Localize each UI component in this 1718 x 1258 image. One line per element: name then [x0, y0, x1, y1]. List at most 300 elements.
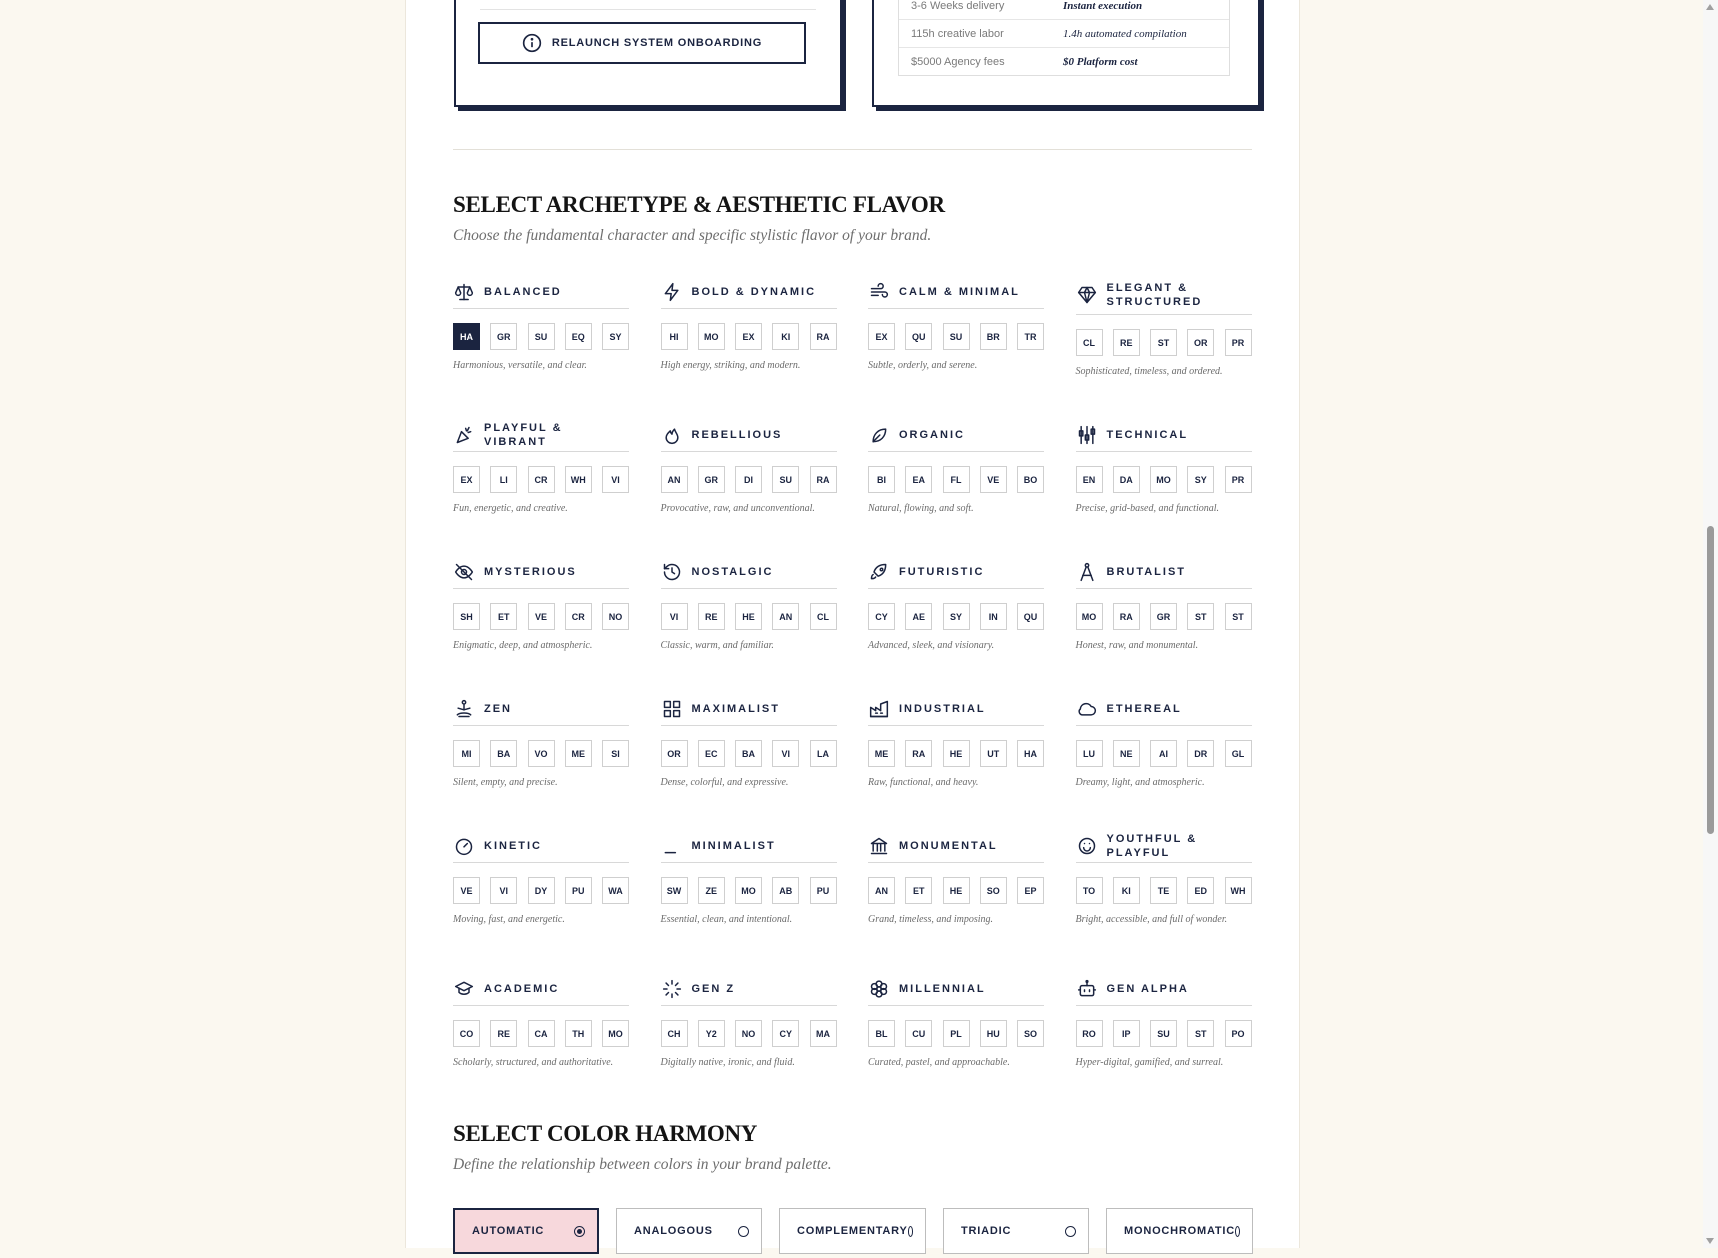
flavor-chip[interactable]: NE	[1113, 740, 1140, 767]
archetype-zen	[453, 692, 629, 788]
flavor-chip[interactable]: MO	[735, 877, 762, 904]
flavor-chip[interactable]: WH	[565, 466, 592, 493]
meditation-icon	[453, 698, 475, 720]
flavor-chip[interactable]: LA	[810, 740, 837, 767]
archetype-description: Curated, pastel, and approachable.	[868, 1057, 1010, 1068]
archetype-description: Moving, fast, and energetic.	[453, 914, 565, 925]
flavor-chip[interactable]: KI	[772, 323, 799, 350]
archetype-header	[453, 829, 629, 863]
relaunch-onboarding-button[interactable]	[478, 22, 806, 64]
radio-icon[interactable]	[908, 1226, 913, 1237]
flavor-chip[interactable]: CY	[868, 603, 895, 630]
flavor-chip[interactable]: TO	[1076, 877, 1103, 904]
archetype-name: BALANCED	[484, 285, 562, 298]
flavor-chip[interactable]: UT	[980, 740, 1007, 767]
flavor-chip[interactable]: VI	[772, 740, 799, 767]
flavor-chip-row	[661, 603, 837, 630]
radio-icon[interactable]	[1235, 1226, 1240, 1237]
flavor-chip[interactable]: ST	[1150, 329, 1177, 356]
relaunch-label: RELAUNCH SYSTEM ONBOARDING	[551, 37, 763, 49]
flavor-chip[interactable]: RE	[698, 603, 725, 630]
flavor-chip-row	[868, 603, 1044, 630]
flavor-chip[interactable]: ST	[1187, 603, 1214, 630]
info-icon	[522, 33, 542, 53]
flavor-chip[interactable]: DA	[1113, 466, 1140, 493]
archetype-header	[1076, 418, 1252, 452]
rocket-icon	[868, 561, 890, 583]
flavor-chip[interactable]: TE	[1150, 877, 1177, 904]
archetype-name: ACADEMIC	[484, 982, 560, 995]
archetype-description: Bright, accessible, and full of wonder.	[1075, 914, 1228, 925]
flavor-chip[interactable]: AE	[905, 603, 932, 630]
flavor-chip-row	[661, 877, 837, 904]
archetype-mysterious	[453, 555, 629, 651]
archetype-name: BOLD & DYNAMIC	[691, 285, 817, 298]
wind-icon	[868, 281, 890, 303]
flavor-chip[interactable]: SH	[453, 603, 480, 630]
scroll-up-icon[interactable]	[1706, 4, 1714, 10]
archetype-subtitle: Choose the fundamental character and specific stylistic flavor of your brand.	[453, 227, 932, 244]
flavor-chip[interactable]: CL	[810, 603, 837, 630]
flavor-chip[interactable]: ME	[868, 740, 895, 767]
archetype-header	[1076, 692, 1252, 726]
archetype-name: INDUSTRIAL	[899, 702, 986, 715]
archetype-description: Precise, grid-based, and functional.	[1075, 503, 1219, 514]
flavor-chip[interactable]: CA	[528, 1020, 555, 1047]
flavor-chip[interactable]: PR	[1225, 329, 1252, 356]
archetype-description: High energy, striking, and modern.	[660, 360, 801, 371]
flavor-chip-row	[661, 466, 837, 493]
bot-icon	[1076, 978, 1098, 1000]
archetype-description: Provocative, raw, and unconventional.	[660, 503, 815, 514]
archetype-header	[1076, 275, 1252, 315]
flavor-chip[interactable]: GR	[490, 323, 517, 350]
flavor-chip[interactable]: SO	[980, 877, 1007, 904]
archetype-description: Honest, raw, and monumental.	[1075, 640, 1199, 651]
content-panel	[405, 0, 1300, 1248]
archetype-description: Advanced, sleek, and visionary.	[868, 640, 995, 651]
archetype-industrial	[868, 692, 1044, 788]
flavor-chip[interactable]: RA	[1113, 603, 1140, 630]
harmony-option-analogous[interactable]	[616, 1208, 762, 1254]
archetype-name: CALM & MINIMAL	[899, 285, 1020, 298]
flavor-chip[interactable]: ST	[1225, 603, 1252, 630]
flavor-chip[interactable]: SO	[1017, 1020, 1044, 1047]
flavor-chip[interactable]: AN	[772, 603, 799, 630]
archetype-description: Dense, colorful, and expressive.	[660, 777, 789, 788]
flavor-chip[interactable]: MO	[1076, 603, 1103, 630]
flavor-chip[interactable]: EX	[453, 466, 480, 493]
flavor-chip[interactable]: HI	[661, 323, 688, 350]
archetype-ethereal	[1076, 692, 1252, 788]
flavor-chip[interactable]: AN	[868, 877, 895, 904]
flavor-chip[interactable]: BI	[868, 466, 895, 493]
flavor-chip[interactable]: MO	[602, 1020, 629, 1047]
radio-icon[interactable]	[738, 1226, 749, 1237]
flavor-chip[interactable]: LU	[1076, 740, 1103, 767]
table-row	[899, 19, 1229, 47]
archetype-name: TECHNICAL	[1106, 428, 1189, 441]
flavor-chip[interactable]: ED	[1187, 877, 1214, 904]
flavor-chip[interactable]: VE	[980, 466, 1007, 493]
flavor-chip[interactable]: HE	[943, 877, 970, 904]
archetype-balanced	[453, 275, 629, 371]
flavor-chip[interactable]: IN	[980, 603, 1007, 630]
eye-off-icon	[453, 561, 475, 583]
flavor-chip[interactable]: HE	[943, 740, 970, 767]
flavor-chip-row	[453, 877, 629, 904]
archetype-grid	[453, 275, 1253, 1085]
flavor-chip[interactable]: EX	[735, 323, 762, 350]
archetype-header	[661, 972, 837, 1006]
archetype-description: Fun, energetic, and creative.	[453, 503, 568, 514]
flavor-chip[interactable]: PO	[1225, 1020, 1252, 1047]
flavor-chip[interactable]: SU	[943, 323, 970, 350]
archetype-description: Harmonious, versatile, and clear.	[453, 360, 587, 371]
gauge-icon	[453, 835, 475, 857]
flavor-chip[interactable]: DY	[528, 877, 555, 904]
archetype-rebellious	[661, 418, 837, 514]
flavor-chip[interactable]: PU	[810, 877, 837, 904]
archetype-header	[661, 692, 837, 726]
flavor-chip[interactable]: EQ	[565, 323, 592, 350]
flavor-chip[interactable]: CR	[528, 466, 555, 493]
flavor-chip[interactable]: SU	[772, 466, 799, 493]
archetype-youthful-and-playful	[1076, 829, 1252, 925]
flavor-chip[interactable]: SU	[1150, 1020, 1177, 1047]
archetype-gen-z	[661, 972, 837, 1068]
flavor-chip[interactable]: BO	[1017, 466, 1044, 493]
archetype-header	[868, 692, 1044, 726]
archetype-name: ORGANIC	[899, 428, 965, 441]
flavor-chip[interactable]: RO	[1076, 1020, 1103, 1047]
flavor-chip[interactable]: GR	[1150, 603, 1177, 630]
flavor-chip[interactable]: VI	[602, 466, 629, 493]
scroll-down-icon[interactable]	[1706, 1238, 1714, 1244]
archetype-header	[661, 418, 837, 452]
flavor-chip[interactable]: SY	[943, 603, 970, 630]
flavor-chip[interactable]: SW	[661, 877, 688, 904]
history-icon	[661, 561, 683, 583]
minus-icon	[661, 835, 683, 857]
circuit-icon	[1076, 424, 1098, 446]
harmony-option-label: COMPLEMENTARY	[797, 1225, 908, 1237]
archetype-description: Hyper-digital, gamified, and surreal.	[1075, 1057, 1224, 1068]
archetype-futuristic	[868, 555, 1044, 651]
archetype-gen-alpha	[1076, 972, 1252, 1068]
flavor-chip[interactable]: MI	[453, 740, 480, 767]
flavor-chip[interactable]: EP	[1017, 877, 1044, 904]
flavor-chip-row	[661, 1020, 837, 1047]
landmark-icon	[868, 835, 890, 857]
diamond-icon	[1076, 284, 1098, 306]
flavor-chip-row	[1076, 877, 1252, 904]
flavor-chip[interactable]: TH	[565, 1020, 592, 1047]
flavor-chip[interactable]: MO	[1150, 466, 1177, 493]
harmony-options	[453, 1208, 1253, 1258]
flavor-chip[interactable]: RA	[905, 740, 932, 767]
archetype-description: Raw, functional, and heavy.	[868, 777, 979, 788]
harmony-option-label: AUTOMATIC	[472, 1225, 545, 1237]
archetype-academic	[453, 972, 629, 1068]
archetype-brutalist	[1076, 555, 1252, 651]
flavor-chip[interactable]: Y2	[698, 1020, 725, 1047]
archetype-monumental	[868, 829, 1044, 925]
platform-cell: $0 Platform cost	[1063, 55, 1138, 68]
flavor-chip-row	[1076, 466, 1252, 493]
archetype-name: MILLENNIAL	[899, 982, 986, 995]
archetype-header	[661, 829, 837, 863]
flavor-chip[interactable]: CH	[661, 1020, 688, 1047]
harmony-option-automatic[interactable]	[453, 1208, 599, 1254]
archetype-header	[453, 275, 629, 309]
archetype-maximalist	[661, 692, 837, 788]
flavor-chip[interactable]: RE	[490, 1020, 517, 1047]
flavor-chip[interactable]: EX	[868, 323, 895, 350]
archetype-header	[453, 972, 629, 1006]
flavor-chip[interactable]: BA	[490, 740, 517, 767]
archetype-name: KINETIC	[484, 839, 542, 852]
flavor-chip[interactable]: WA	[602, 877, 629, 904]
archetype-calm-and-minimal	[868, 275, 1044, 371]
flavor-chip[interactable]: RA	[810, 466, 837, 493]
flavor-chip[interactable]: PL	[943, 1020, 970, 1047]
archetype-header	[453, 418, 629, 452]
flavor-chip[interactable]: PU	[565, 877, 592, 904]
traditional-cell: 115h creative labor	[911, 27, 1004, 40]
flavor-chip[interactable]: WH	[1225, 877, 1252, 904]
scrollbar[interactable]	[1703, 0, 1718, 1248]
flavor-chip[interactable]: MO	[698, 323, 725, 350]
flavor-chip[interactable]: EA	[905, 466, 932, 493]
archetype-header	[1076, 972, 1252, 1006]
archetype-description: Scholarly, structured, and authoritative.	[453, 1057, 614, 1068]
flavor-chip[interactable]: HA	[1017, 740, 1044, 767]
archetype-description: Essential, clean, and intentional.	[660, 914, 793, 925]
flavor-chip[interactable]: CL	[1076, 329, 1103, 356]
traditional-cell: $5000 Agency fees	[911, 55, 1005, 68]
divider	[480, 9, 816, 10]
archetype-header	[868, 418, 1044, 452]
archetype-minimalist	[661, 829, 837, 925]
harmony-title: SELECT COLOR HARMONY	[453, 1121, 758, 1146]
flavor-chip[interactable]: BA	[735, 740, 762, 767]
harmony-option-label: MONOCHROMATIC	[1124, 1225, 1236, 1237]
flavor-chip[interactable]: OR	[661, 740, 688, 767]
flavor-chip-row	[453, 323, 629, 350]
archetype-name: MONUMENTAL	[899, 839, 998, 852]
flavor-chip-row	[1076, 740, 1252, 767]
flavor-chip[interactable]: TR	[1017, 323, 1044, 350]
flavor-chip[interactable]: ET	[490, 603, 517, 630]
lightning-icon	[661, 281, 683, 303]
flavor-chip[interactable]: NO	[735, 1020, 762, 1047]
archetype-header	[868, 275, 1044, 309]
comparison-card	[872, 0, 1260, 107]
comparison-table	[898, 0, 1230, 76]
platform-cell: Instant execution	[1063, 0, 1143, 12]
radio-icon[interactable]	[1065, 1226, 1076, 1237]
scrollbar-thumb[interactable]	[1707, 526, 1714, 834]
section-divider	[453, 149, 1252, 150]
flavor-chip[interactable]: AI	[1150, 740, 1177, 767]
flavor-chip[interactable]: PR	[1225, 466, 1252, 493]
cloud-icon	[1076, 698, 1098, 720]
archetype-playful-and-vibrant	[453, 418, 629, 514]
harmony-option-triadic[interactable]	[943, 1208, 1089, 1254]
flavor-chip-row	[1076, 329, 1252, 356]
flavor-chip-row	[453, 1020, 629, 1047]
flavor-chip[interactable]: HA	[453, 323, 480, 350]
flavor-chip[interactable]: MA	[810, 1020, 837, 1047]
flavor-chip[interactable]: VE	[453, 877, 480, 904]
archetype-name: NOSTALGIC	[691, 565, 774, 578]
archetype-header	[661, 555, 837, 589]
archetype-name: FUTURISTIC	[899, 565, 985, 578]
flavor-chip[interactable]: GR	[698, 466, 725, 493]
flavor-chip[interactable]: CO	[453, 1020, 480, 1047]
archetype-header	[1076, 555, 1252, 589]
archetype-title: SELECT ARCHETYPE & AESTHETIC FLAVOR	[453, 192, 945, 217]
flavor-chip[interactable]: FL	[943, 466, 970, 493]
traditional-cell: 3-6 Weeks delivery	[911, 0, 1005, 12]
archetype-technical	[1076, 418, 1252, 514]
archetype-name: REBELLIOUS	[691, 428, 783, 441]
flavor-chip-row	[868, 1020, 1044, 1047]
harmony-option-label: ANALOGOUS	[634, 1225, 713, 1237]
flavor-chip[interactable]: AN	[661, 466, 688, 493]
flavor-chip-row	[868, 323, 1044, 350]
scale-icon	[453, 281, 475, 303]
archetype-elegant-and-structured	[1076, 275, 1252, 377]
party-popper-icon	[453, 424, 475, 446]
archetype-description: Natural, flowing, and soft.	[868, 503, 974, 514]
flame-icon	[661, 424, 683, 446]
flavor-chip[interactable]: RE	[1113, 329, 1140, 356]
grid-icon	[661, 698, 683, 720]
flavor-chip[interactable]: IP	[1113, 1020, 1140, 1047]
flavor-chip[interactable]: LI	[490, 466, 517, 493]
flavor-chip[interactable]: ST	[1187, 1020, 1214, 1047]
archetype-description: Subtle, orderly, and serene.	[868, 360, 978, 371]
archetype-name: YOUTHFUL & PLAYFUL	[1106, 832, 1198, 859]
archetype-name: ELEGANT & STRUCTURED	[1106, 281, 1203, 308]
flavor-chip[interactable]: AB	[772, 877, 799, 904]
archetype-header	[1076, 829, 1252, 863]
flavor-chip[interactable]: HU	[980, 1020, 1007, 1047]
table-row	[899, 0, 1229, 19]
archetype-description: Digitally native, ironic, and fluid.	[660, 1057, 795, 1068]
archetype-header	[453, 555, 629, 589]
archetype-description: Silent, empty, and precise.	[453, 777, 558, 788]
flavor-chip[interactable]: CR	[565, 603, 592, 630]
flavor-chip-row	[453, 740, 629, 767]
factory-icon	[868, 698, 890, 720]
flavor-chip[interactable]: ET	[905, 877, 932, 904]
flavor-chip[interactable]: OR	[1187, 329, 1214, 356]
radio-icon[interactable]	[574, 1226, 585, 1237]
loader-icon	[661, 978, 683, 1000]
flavor-chip[interactable]: VI	[661, 603, 688, 630]
archetype-name: BRUTALIST	[1106, 565, 1187, 578]
flavor-chip[interactable]: CY	[772, 1020, 799, 1047]
compass-icon	[1076, 561, 1098, 583]
table-row	[899, 47, 1229, 75]
flavor-chip[interactable]: KI	[1113, 877, 1140, 904]
flavor-chip[interactable]: BL	[868, 1020, 895, 1047]
flavor-chip-row	[868, 877, 1044, 904]
flavor-chip-row	[661, 323, 837, 350]
flavor-chip[interactable]: HE	[735, 603, 762, 630]
flavor-chip[interactable]: DI	[735, 466, 762, 493]
archetype-description: Grand, timeless, and imposing.	[868, 914, 993, 925]
flavor-chip[interactable]: SI	[602, 740, 629, 767]
archetype-header	[868, 972, 1044, 1006]
archetype-name: ETHEREAL	[1106, 702, 1182, 715]
leaf-icon	[868, 424, 890, 446]
flavor-chip[interactable]: SY	[1187, 466, 1214, 493]
archetype-name: MAXIMALIST	[691, 702, 780, 715]
flavor-chip[interactable]: CU	[905, 1020, 932, 1047]
flavor-chip[interactable]: VE	[528, 603, 555, 630]
flavor-chip-row	[661, 740, 837, 767]
flavor-chip[interactable]: EN	[1076, 466, 1103, 493]
harmony-option-complementary[interactable]	[779, 1208, 926, 1254]
flavor-chip[interactable]: BR	[980, 323, 1007, 350]
flavor-chip[interactable]: SY	[602, 323, 629, 350]
flavor-chip[interactable]: ME	[565, 740, 592, 767]
flavor-chip[interactable]: SU	[528, 323, 555, 350]
archetype-name: ZEN	[484, 702, 512, 715]
archetype-name: PLAYFUL & VIBRANT	[484, 421, 563, 448]
platform-cell: 1.4h automated compilation	[1063, 27, 1187, 40]
archetype-header	[453, 692, 629, 726]
archetype-header	[661, 275, 837, 309]
flavor-chip[interactable]: RA	[810, 323, 837, 350]
flavor-chip-row	[453, 603, 629, 630]
flavor-chip[interactable]: ZE	[698, 877, 725, 904]
archetype-nostalgic	[661, 555, 837, 651]
archetype-bold-and-dynamic	[661, 275, 837, 371]
flavor-chip-row	[868, 466, 1044, 493]
flavor-chip-row	[868, 740, 1044, 767]
smile-icon	[1076, 835, 1098, 857]
harmony-option-label: TRIADIC	[961, 1225, 1012, 1237]
flower-icon	[868, 978, 890, 1000]
harmony-option-monochromatic[interactable]	[1106, 1208, 1253, 1254]
flavor-chip-row	[1076, 1020, 1252, 1047]
archetype-description: Dreamy, light, and atmospheric.	[1075, 777, 1205, 788]
archetype-header	[868, 555, 1044, 589]
flavor-chip[interactable]: NO	[602, 603, 629, 630]
flavor-chip[interactable]: QU	[1017, 603, 1044, 630]
flavor-chip[interactable]: QU	[905, 323, 932, 350]
harmony-subtitle: Define the relationship between colors in your brand palette.	[453, 1156, 832, 1173]
flavor-chip[interactable]: VI	[490, 877, 517, 904]
flavor-chip[interactable]: DR	[1187, 740, 1214, 767]
flavor-chip-row	[1076, 603, 1252, 630]
archetype-kinetic	[453, 829, 629, 925]
graduation-cap-icon	[453, 978, 475, 1000]
archetype-description: Sophisticated, timeless, and ordered.	[1075, 366, 1223, 377]
archetype-name: GEN Z	[691, 982, 736, 995]
archetype-millennial	[868, 972, 1044, 1068]
archetype-header	[868, 829, 1044, 863]
flavor-chip[interactable]: GL	[1225, 740, 1252, 767]
flavor-chip[interactable]: EC	[698, 740, 725, 767]
onboarding-card	[454, 0, 842, 107]
flavor-chip[interactable]: VO	[528, 740, 555, 767]
